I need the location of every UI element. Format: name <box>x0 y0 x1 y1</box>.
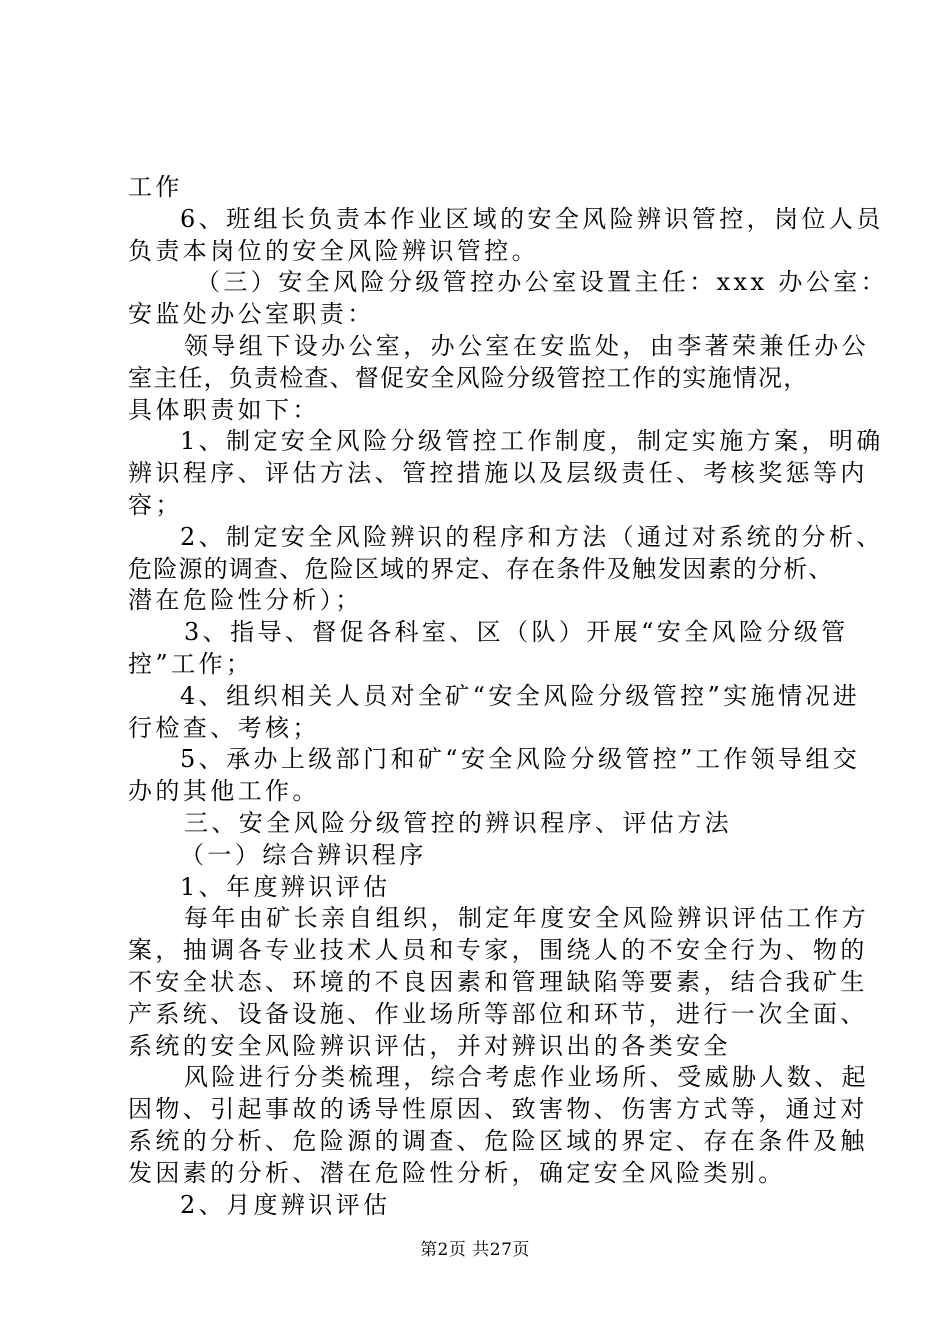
text-line: 潜在危险性分析）； <box>128 586 363 615</box>
text-line: 系统的分析、危险源的调查、危险区域的界定、存在条件及触 <box>128 1126 868 1155</box>
text-line: 系统的安全风险辨识评估，并对辨识出的各类安全 <box>128 1031 731 1060</box>
text-line: 危险源的调查、危险区域的界定、存在条件及触发因素的分析、 <box>128 554 834 583</box>
text-line: 每年由矿长亲自组织，制定年度安全风险辨识评估工作方 <box>184 904 869 933</box>
text-line: 容； <box>128 490 183 519</box>
text-line: 不安全状态、环境的不良因素和管理缺陷等要素，结合我矿生 <box>128 967 868 996</box>
text-line: 产系统、设备设施、作业场所等部位和环节，进行一次全面、 <box>128 999 868 1028</box>
text-line: 工作 <box>128 173 183 201</box>
section-heading: （一）综合辨识程序 <box>180 840 427 869</box>
text-line: 领导组下设办公室，办公室在安监处，由李著荣兼任办公 <box>184 331 869 360</box>
text-line: 控”工作； <box>128 649 254 678</box>
text-line: 因物、引起事故的诱导性原因、致害物、伤害方式等，通过对 <box>128 1095 868 1124</box>
text-line: 行检查、考核； <box>128 713 320 742</box>
text-line: 负责本岗位的安全风险辨识管控。 <box>128 236 539 265</box>
text-line: 4、组织相关人员对全矿“安全风险分级管控”实施情况进 <box>180 681 861 710</box>
section-heading: （三）安全风险分级管控办公室设置主任：xxx 办公室： <box>196 268 889 297</box>
section-heading: 2、月度辨识评估 <box>180 1190 391 1219</box>
document-body <box>128 172 889 1221</box>
text-line: 办的其他工作。 <box>128 777 320 806</box>
section-heading: 三、安全风险分级管控的辨识程序、评估方法 <box>184 808 732 837</box>
text-line: 案，抽调各专业技术人员和专家，围绕人的不安全行为、物的 <box>128 936 868 965</box>
text-line: 风险进行分类梳理，综合考虑作业场所、受威胁人数、起 <box>184 1063 869 1092</box>
text-line: 2、制定安全风险辨识的程序和方法（通过对系统的分析、 <box>180 522 884 551</box>
text-line: 1、制定安全风险分级管控工作制度，制定实施方案，明确 <box>180 427 884 456</box>
text-line: 安监处办公室职责： <box>128 300 375 329</box>
text-line: 具体职责如下： <box>128 395 320 424</box>
text-line: 辨识程序、评估方法、管控措施以及层级责任、考核奖惩等内 <box>128 459 868 488</box>
text-line: 室主任，负责检查、督促安全风险分级管控工作的实施情况， <box>128 363 809 392</box>
text-line: 发因素的分析、潜在危险性分析，确定安全风险类别。 <box>128 1158 786 1187</box>
text-line: 3、指导、督促各科室、区（队）开展“安全风险分级管 <box>184 618 849 647</box>
text-line: 6、班组长负责本作业区域的安全风险辨识管控，岗位人员 <box>180 204 884 233</box>
text-line: 5、承办上级部门和矿“安全风险分级管控”工作领导组交 <box>180 745 861 774</box>
page-number: 第2页 共27页 <box>420 1240 530 1260</box>
section-heading: 1、年度辨识评估 <box>180 872 391 901</box>
